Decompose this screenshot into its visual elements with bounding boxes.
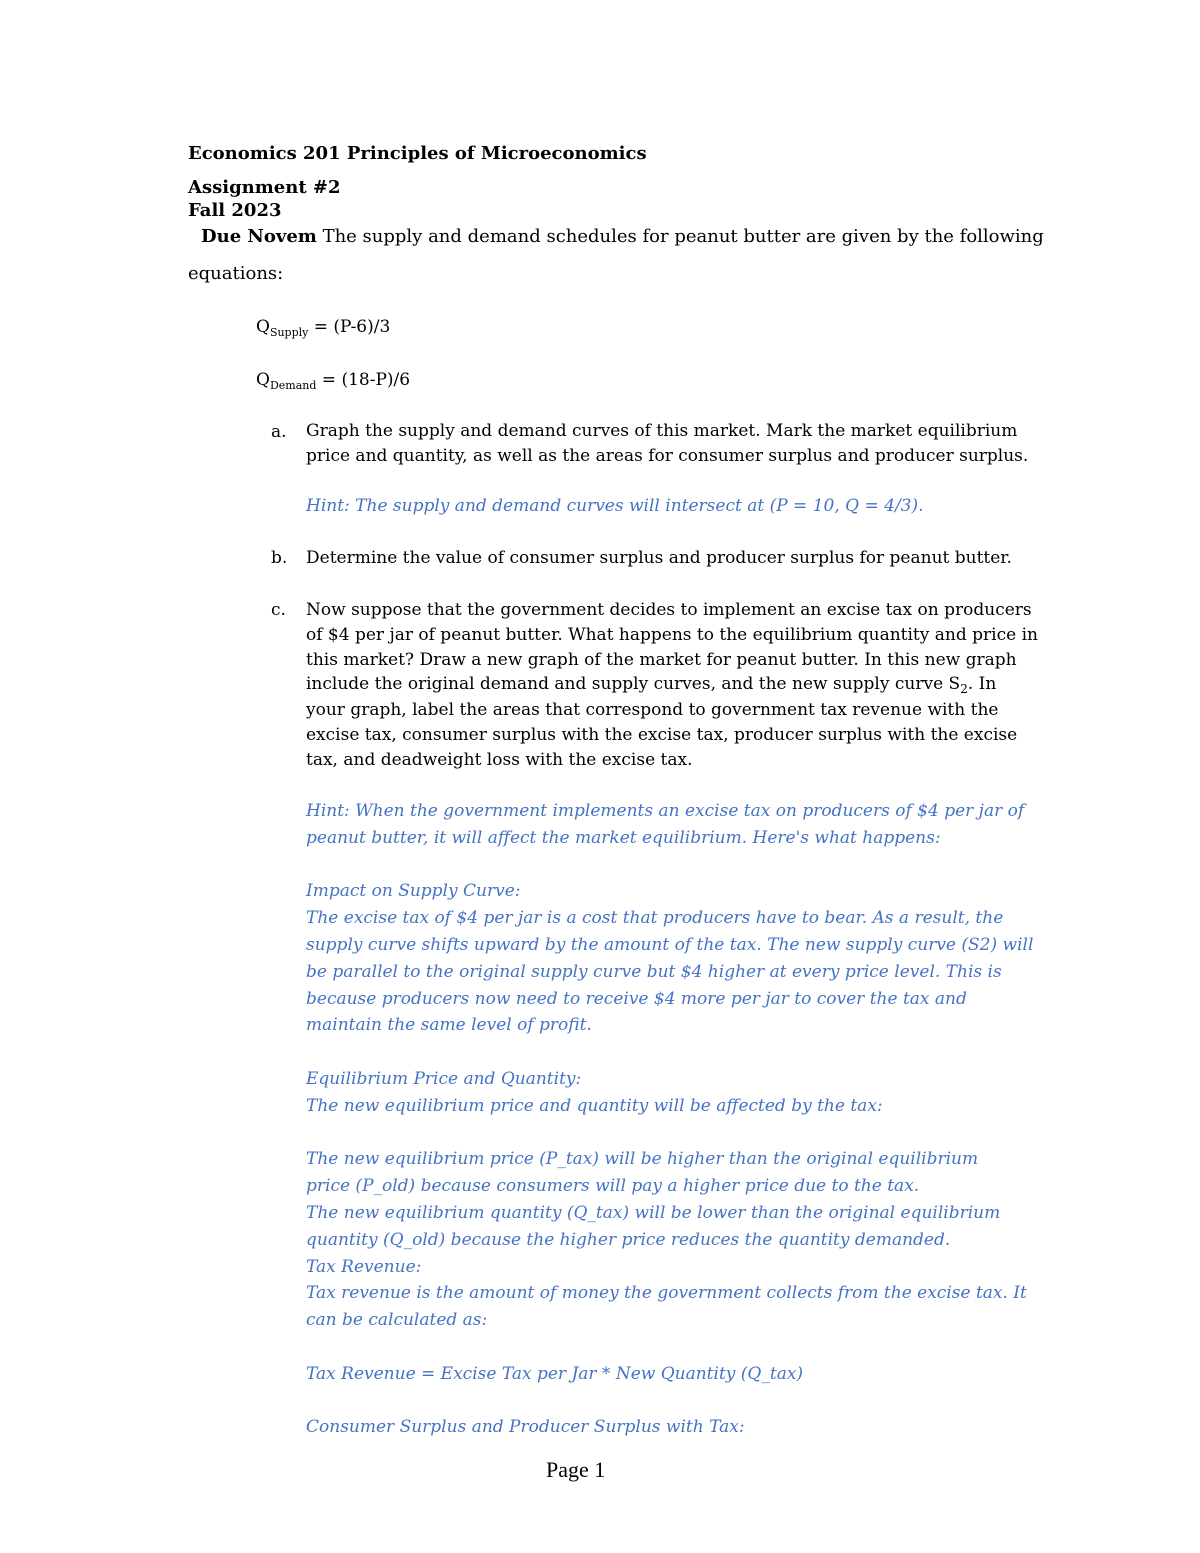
s2-subscript: 2 [960,682,968,697]
hint-line [306,1388,1046,1415]
hint-line [306,852,1046,879]
part-c-label: c. [271,600,286,620]
part-c-line-6: excise tax, consumer surplus with the excise tax, producer surplus with the excise [306,724,1018,745]
hint-line: peanut butter, it will affect the market equilibrium. Here's what happens: [306,827,941,848]
part-a-label: a. [271,422,287,442]
hint-line: Hint: When the government implements an excise tax on producers of $4 per jar of [306,801,1025,821]
term-label: Fall 2023 [188,200,282,221]
hint-line: Equilibrium Price and Quantity: [306,1068,582,1089]
course-title: Economics 201 Principles of Microeconomics [188,143,647,164]
hint-line: Tax Revenue: [306,1256,422,1277]
hint-line: Tax revenue is the amount of money the government collects from the excise tax. It [306,1283,1027,1304]
intro-line-1 [201,226,1044,247]
part-c-line-4a: include the original demand and supply curves, and the new supply curve S [306,674,961,695]
part-c-text [306,598,1046,773]
part-a-line-2: price and quantity, as well as the areas for consumer surplus and producer surplus. [306,446,1029,466]
part-c-line-1: Now suppose that the government decides to implement an excise tax on producers [306,600,1032,620]
part-c-line-5: your graph, label the areas that correspond to government tax revenue with the [306,700,999,721]
part-c-line-4 [306,672,1046,698]
demand-q: Q [256,370,270,390]
hint-line [306,1120,1046,1147]
part-c-line-7: tax, and deadweight loss with the excise tax. [306,749,693,770]
hint-line: The new equilibrium quantity (Q_tax) will be lower than the original equilibrium [306,1202,1001,1223]
hint-line: can be calculated as: [306,1310,488,1331]
hint-line: The new equilibrium price (P_tax) will be higher than the original equilibrium [306,1149,979,1170]
demand-equation [256,370,410,390]
hint-line [306,1039,1046,1066]
supply-equation [256,317,390,337]
hint-line: The excise tax of $4 per jar is a cost that producers have to bear. As a result, the [306,908,1004,929]
due-label: Due Novem [201,226,317,247]
supply-q: Q [256,317,270,337]
part-a-text [306,419,1046,469]
hint-line: Impact on Supply Curve: [306,881,521,902]
part-b-line-1: Determine the value of consumer surplus and producer surplus for peanut butter. [306,548,1012,568]
supply-rhs: = (P-6)/3 [308,317,391,337]
part-c-line-3: this market? Draw a new graph of the market for peanut butter. In this new graph [306,649,1017,670]
demand-rhs: = (18-P)/6 [316,370,411,390]
hint-line: be parallel to the original supply curve but $4 higher at every price level. This is [306,961,1002,982]
intro-line-2: equations: [188,263,284,284]
part-c-hint [306,798,1046,1441]
hint-line: quantity (Q_old) because the higher price reduces the quantity demanded. [306,1229,951,1250]
assignment-title: Assignment #2 [188,177,341,198]
part-b-label: b. [271,548,288,568]
intro-text-1: The supply and demand schedules for peanut butter are given by the following [322,226,1044,247]
demand-subscript: Demand [269,379,317,392]
hint-line: because producers now need to receive $4 more per jar to cover the tax and [306,988,967,1009]
hint-line: price (P_old) because consumers will pay a higher price due to the tax. [306,1176,920,1197]
hint-line: Tax Revenue = Excise Tax per Jar * New Quantity (Q_tax) [306,1363,804,1384]
hint-line: maintain the same level of profit. [306,1015,592,1036]
hint-line: The new equilibrium price and quantity will be affected by the tax: [306,1095,883,1116]
part-c-line-2: of $4 per jar of peanut butter. What happens to the equilibrium quantity and price in [306,624,1038,645]
part-a-hint: Hint: The supply and demand curves will intersect at (P = 10, Q = 4/3). [306,496,924,516]
part-a-line-1: Graph the supply and demand curves of this market. Mark the market equilibrium [306,421,1018,441]
hint-line [306,1334,1046,1361]
hint-line: supply curve shifts upward by the amount of the tax. The new supply curve (S2) will [306,934,1034,955]
part-c-line-4b: . In [967,674,997,695]
hint-line: Consumer Surplus and Producer Surplus with Tax: [306,1417,745,1438]
page-number: Page 1 [546,1457,606,1482]
supply-subscript: Supply [269,326,309,339]
